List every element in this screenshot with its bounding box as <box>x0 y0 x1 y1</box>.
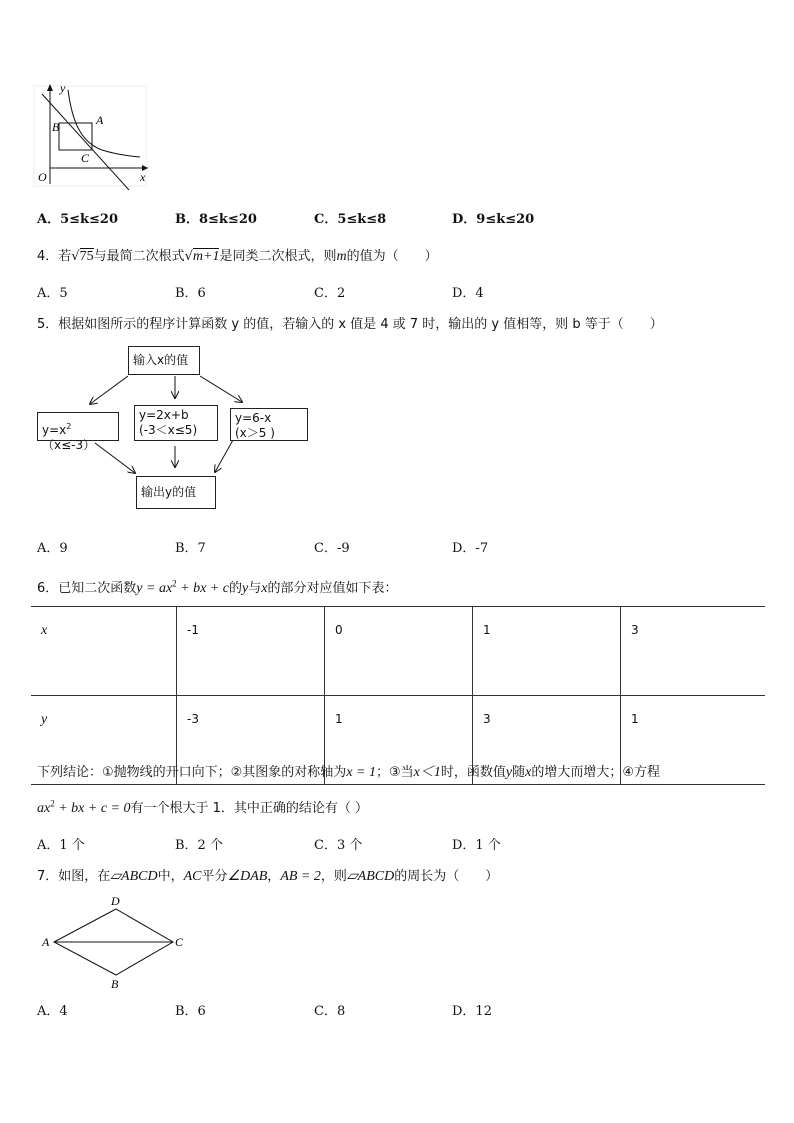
q5-option-b[interactable]: B．7 <box>175 541 206 556</box>
q6-func-b: + bx + c <box>176 581 229 596</box>
q6-eq-b: + bx + c = 0 <box>54 801 131 816</box>
flow-right-box <box>230 408 308 441</box>
q6-option-c[interactable]: C．3 个 <box>314 838 363 853</box>
graph-y-label: y <box>60 81 66 95</box>
q3-option-d[interactable]: D．9≤k≤20 <box>452 212 535 227</box>
q6-text: 6．已知二次函数 <box>37 581 137 596</box>
q7-option-d[interactable]: D．12 <box>452 1004 492 1019</box>
vertex-d-label: D <box>111 894 120 908</box>
q7-text-2: 中， <box>157 869 184 884</box>
graph-x-label: x <box>140 170 146 184</box>
q7-option-c[interactable]: C．8 <box>314 1004 346 1019</box>
flow-left-text: y=x <box>42 423 67 437</box>
q7-text-3: 平分 <box>201 869 228 884</box>
flow-left-cond: （x≤-3） <box>42 438 96 452</box>
q7-rhombus-figure <box>38 893 198 993</box>
q7-option-a[interactable]: A．4 <box>37 1004 68 1019</box>
flow-middle-func: y=2x+b <box>139 408 189 422</box>
q4-option-b[interactable]: B．6 <box>175 286 206 301</box>
flow-left-sup: 2 <box>66 422 72 431</box>
q4-text-2: 与最简二次根式 <box>93 249 185 264</box>
q5-option-a[interactable]: A．9 <box>37 541 68 556</box>
q6-xvar: x <box>261 581 268 596</box>
q6-func: y = ax <box>136 581 173 596</box>
q6-eq: ax <box>37 801 51 816</box>
graph-a-label: A <box>96 113 104 127</box>
q7-text-5: ，则 <box>320 869 347 884</box>
q6-c2: ；③当 <box>375 765 414 780</box>
table-cell: -1 <box>177 607 325 696</box>
graph-b-label: B <box>52 120 60 134</box>
q5-option-d[interactable]: D．-7 <box>452 541 489 556</box>
q6-yvar: y <box>242 581 249 596</box>
q6-c1-math: x = 1 <box>346 765 376 780</box>
q4-option-d[interactable]: D．4 <box>452 286 484 301</box>
q6-text-4: 的部分对应值如下表： <box>267 581 398 596</box>
q6-conclusions-line-2 <box>37 797 368 817</box>
sqrt-icon: √ <box>71 249 80 264</box>
q6-c4: 随 <box>512 765 526 780</box>
q7-text-6: 的周长为（ ） <box>394 869 499 884</box>
q4-radicand-2: m+1 <box>192 249 220 264</box>
graph-c-label: C <box>81 151 90 165</box>
q4-option-a[interactable]: A．5 <box>37 286 68 301</box>
vertex-a-label: A <box>42 935 50 949</box>
flow-right-func: y=6-x <box>235 411 272 425</box>
q7-ab: AB = 2 <box>280 869 321 884</box>
table-cell: 1 <box>473 607 621 696</box>
q6-stem <box>37 577 397 597</box>
q6-option-b[interactable]: B．2 个 <box>175 838 223 853</box>
q7-text-4: ， <box>267 869 281 884</box>
table-cell: 3 <box>473 696 621 785</box>
sqrt-icon: √ <box>184 249 193 264</box>
flow-right-cond: (x＞5 ) <box>235 426 275 440</box>
flow-middle-cond: (-3＜x≤5) <box>139 423 198 437</box>
q6-func-sup: 2 <box>172 578 177 589</box>
q6-c1: 下列结论：①抛物线的开口向下；②其图象的对称轴为 <box>37 765 347 780</box>
table-cell: -3 <box>177 696 325 785</box>
vertex-b-label: B <box>111 977 119 991</box>
q7-angle: ∠DAB <box>227 869 268 884</box>
q7-option-b[interactable]: B．6 <box>175 1004 206 1019</box>
q7-stem <box>37 865 498 885</box>
q7-ac: AC <box>183 869 202 884</box>
q6-c4-math: x <box>525 765 532 780</box>
q4-option-c[interactable]: C．2 <box>314 286 346 301</box>
q7-text: 7．如图，在 <box>37 869 111 884</box>
q6-c5: 的增大而增大；④方程 <box>531 765 660 780</box>
q3-option-c[interactable]: C．5≤k≤8 <box>314 212 387 227</box>
q6-c6: 有一个根大于 1．其中正确的结论有（ ） <box>130 801 369 816</box>
q4-var: m <box>336 249 347 264</box>
flow-input-box: 输入x的值 <box>128 346 200 375</box>
q6-c2-math: x＜1 <box>413 765 441 780</box>
q4-stem <box>37 245 438 265</box>
q3-graph <box>30 80 155 195</box>
vertex-c-label: C <box>175 935 184 949</box>
q6-value-table <box>31 606 765 785</box>
q4-text-4: 的值为（ ） <box>346 249 438 264</box>
table-cell: 1 <box>325 696 473 785</box>
q4-radicand: 75 <box>79 249 94 264</box>
q7-par-2: ▱ABCD <box>346 869 395 884</box>
q7-par: ▱ABCD <box>110 869 158 884</box>
table-row <box>31 607 765 696</box>
graph-o-label: O <box>38 170 47 184</box>
q6-c3: 时，函数值 <box>440 765 506 780</box>
flow-output-box: 输出y的值 <box>136 476 216 509</box>
q6-c3-math: y <box>505 765 513 780</box>
q4-text: 4．若 <box>37 249 72 264</box>
table-cell: 1 <box>621 696 766 785</box>
table-cell: y <box>31 696 177 785</box>
q6-text-3: 与 <box>248 581 262 596</box>
q5-stem: 5．根据如图所示的程序计算函数 y 的值，若输入的 x 值是 4 或 7 时，输出的 y 值相等，则 b 等于（ ） <box>37 317 663 332</box>
q5-option-c[interactable]: C．-9 <box>314 541 350 556</box>
q4-text-3: 是同类二次根式，则 <box>219 249 337 264</box>
q6-option-a[interactable]: A．1 个 <box>37 838 85 853</box>
q3-option-a[interactable]: A．5≤k≤20 <box>37 212 119 227</box>
table-cell: 0 <box>325 607 473 696</box>
table-cell: 3 <box>621 607 766 696</box>
q6-text-2: 的 <box>228 581 242 596</box>
q6-option-d[interactable]: D．1 个 <box>452 838 501 853</box>
q6-conclusions-line-1 <box>37 761 660 781</box>
flow-middle-box <box>134 405 218 441</box>
q6-eq-sup: 2 <box>50 798 55 809</box>
table-cell: x <box>31 607 177 696</box>
q3-option-b[interactable]: B．8≤k≤20 <box>175 212 257 227</box>
